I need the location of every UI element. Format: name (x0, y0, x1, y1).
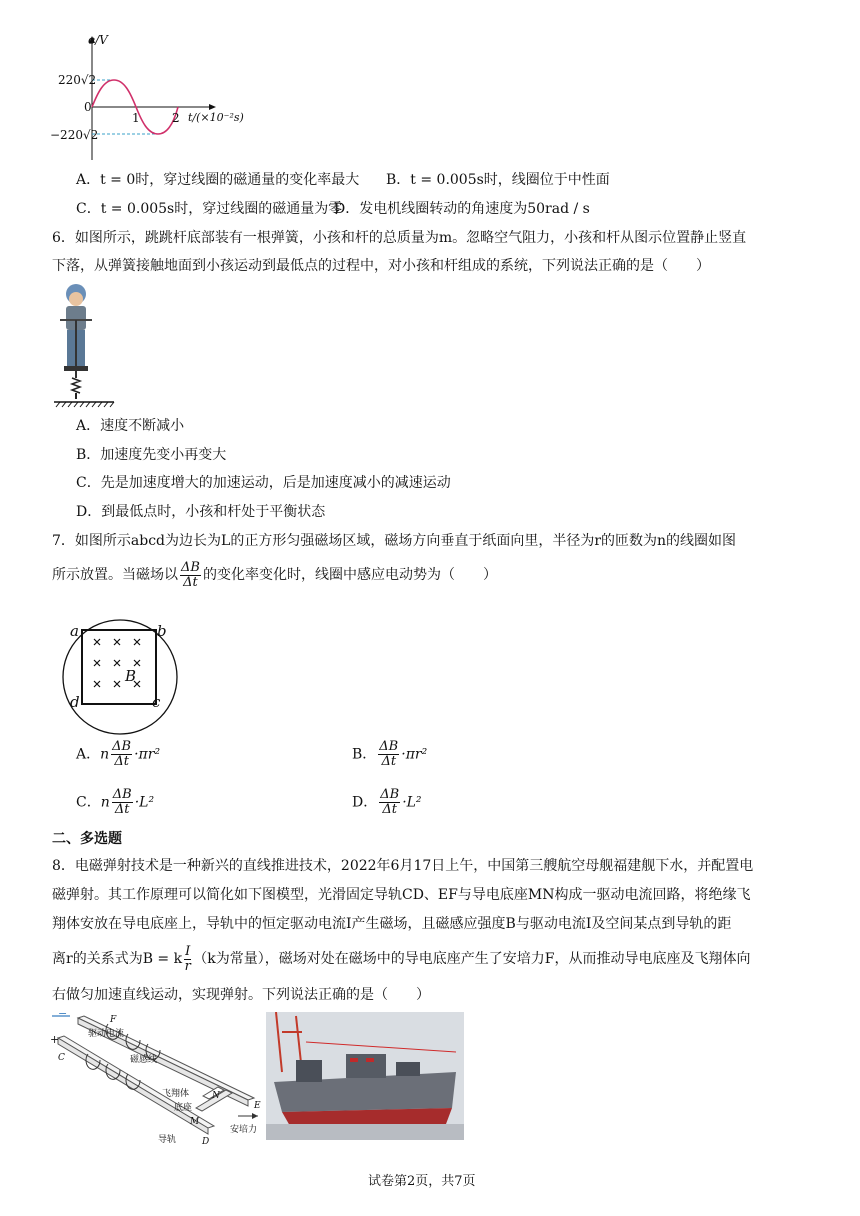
q7-stem-line2 (52, 560, 497, 590)
q7-label-c: c (152, 693, 161, 711)
q7-label-a: a (70, 622, 79, 640)
q7-stem-line2-end: 的变化率变化时，线圈中感应电动势为（ ） (202, 567, 497, 583)
q7-stem-fraction: $\frac{\Delta B}{\Delta t}$ (181, 559, 200, 590)
q7-option-d: D． $\frac{\Delta B}{\Delta t}$ ·L² (352, 787, 422, 817)
rail-label-field-line: 磁感线 (130, 1055, 158, 1065)
graph-y-top-label: 220√2 (58, 73, 97, 87)
q8-stem-line2: 磁弹射。其工作原理可以简化如下图模型，光滑固定导轨CD、EF与导电底座MN构成一驱动电流回路，将绝缘飞 (52, 887, 751, 903)
q6-option-d: D．到最低点时，小孩和杆处于平衡状态 (76, 504, 326, 520)
rail-label-plus: + (50, 1033, 60, 1046)
q7-option-a: A．n $\frac{\Delta B}{\Delta t}$ ·πr² (76, 739, 161, 769)
pogo-stick-child-figure (54, 282, 116, 408)
rail-label-c: C (58, 1053, 65, 1063)
rail-label-rail: 导轨 (158, 1135, 177, 1145)
rail-label-flyer: 飞翔体 (162, 1089, 190, 1099)
q7-stem-line1: 7．如图所示abcd为边长为L的正方形匀强磁场区域，磁场方向垂直于纸面向里，半径为r的匝数为n的线圈如图 (52, 533, 737, 549)
rail-label-m: M (190, 1117, 200, 1127)
q6-stem-line2: 下落，从弹簧接触地面到小孩运动到最低点的过程中，对小孩和杆组成的系统，下列说法正确的是（ ） (52, 258, 710, 274)
q7-stem-line2-start: 所示放置。当磁场以 (52, 567, 178, 583)
q7-label-d: d (70, 693, 80, 711)
rail-label-ampere: 安培力 (230, 1125, 258, 1135)
rail-label-d: D (202, 1137, 210, 1147)
q5-option-a: A．t = 0时，穿过线圈的磁通量的变化率最大 (76, 172, 360, 188)
q8-stem-line4: 离r的关系式为B = k $\frac{I}{r}$ （k为常量），磁场对处在磁场中的导电底座产生了安培力F，从而推动导电底座及飞翔体向 (52, 943, 751, 974)
aircraft-carrier-photo (266, 1012, 464, 1140)
graph-y-axis-label: e/V (88, 33, 108, 47)
q8-stem-line5: 右做匀加速直线运动，实现弹射。下列说法正确的是（ ） (52, 987, 430, 1003)
q7-option-c: C．n $\frac{\Delta B}{\Delta t}$ ·L² (76, 787, 155, 817)
q6-option-a: A．速度不断减小 (76, 418, 185, 434)
q6-option-c: C．先是加速度增大的加速运动，后是加速度减小的减速运动 (76, 475, 451, 491)
graph-y-bottom-label: −220√2 (50, 128, 99, 142)
q8-stem-line3: 翔体安放在导电底座上，导轨中的恒定驱动电流I产生磁场，且磁感应强度B与驱动电流I及空间某点到导轨的距 (52, 916, 732, 932)
electromagnetic-rail-diagram (48, 1012, 260, 1144)
rail-label-minus: − (58, 1007, 68, 1020)
rail-label-n: N (212, 1091, 220, 1101)
section-heading-multiple-choice: 二、多选题 (52, 831, 122, 847)
page-footer: 试卷第2页，共7页 (368, 1174, 476, 1189)
q5-option-c: C．t = 0.005s时，穿过线圈的磁通量为零 (76, 201, 343, 217)
graph-x-tick-1: 1 (132, 111, 140, 125)
rail-label-base: 底座 (174, 1103, 193, 1113)
q7-option-b: B． $\frac{\Delta B}{\Delta t}$ ·πr² (352, 739, 428, 769)
q5-option-d: D．发电机线圈转动的角速度为50rad / s (334, 201, 590, 217)
rail-label-drive-current: 驱动电流 (88, 1029, 125, 1039)
q6-option-b: B．加速度先变小再变大 (76, 447, 227, 463)
rail-label-e: E (254, 1101, 261, 1111)
q6-stem-line1: 6．如图所示，跳跳杆底部装有一根弹簧，小孩和杆的总质量为m。忽略空气阻力，小孩和杆从图示位置静止竖直 (52, 230, 747, 246)
q7-label-b: b (157, 622, 167, 640)
q8-stem-line1: 8．电磁弹射技术是一种新兴的直线推进技术，2022年6月17日上午，中国第三艘航空母舰福建舰下水，并配置电 (52, 858, 754, 874)
graph-x-tick-2: 2 (172, 111, 180, 125)
q7-label-field-b: B (125, 667, 137, 685)
rail-label-f: F (110, 1015, 117, 1025)
graph-x-axis-label: t/(×10⁻²s) (188, 111, 244, 124)
q5-option-b: B．t = 0.005s时，线圈位于中性面 (386, 172, 610, 188)
emf-time-graph (40, 30, 260, 170)
graph-y-zero-label: 0 (84, 100, 92, 114)
